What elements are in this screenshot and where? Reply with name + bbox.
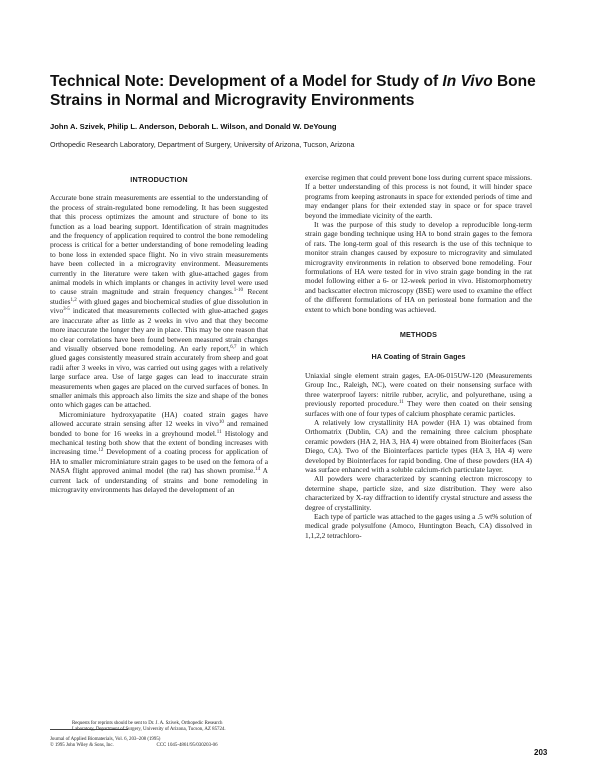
methods-paragraph-3: All powders were characterized by scanning electron microscopy to determine shape, particle size, and size distribution. They were also characterized by X-ray diffraction to identify crystal structure and assess the degree of crystallinity.: [305, 474, 532, 512]
right-column: [305, 173, 532, 540]
introduction-heading: INTRODUCTION: [130, 175, 188, 184]
journal-citation: Journal of Applied Biomaterials, Vol. 6, 203–208 (1995) © 1995 John Wiley & Sons, Inc. CCC 1045-4861/95/030203-06: [50, 737, 218, 749]
title-italic: In Vivo: [442, 73, 493, 90]
title-part2: Bone Strains in Normal and Microgravity Environments: [50, 73, 536, 109]
intro-paragraph-4: It was the purpose of this study to develop a reproducible long-term strain gage bonding technique using HA to bond strain gages to the femora of rats. The long-term goal of this research is the use of this technique to monitor strain changes caused by exposure to microgravity and simulated microgravity environments in relation to observed bone remodeling. Four formulations of HA were tested for in vivo strain gage bonding in the rat model following either a 6- or 12-week period in vivo. Histomorphometry and backscatter electron microscopy (BSE) were used to examine the effect of the different formulations of HA on periosteal bone formation and the extent to which bone bonding was achieved.: [305, 220, 532, 314]
left-column: [50, 173, 268, 494]
author-list: John A. Szivek, Philip L. Anderson, Deborah L. Wilson, and Donald W. DeYoung: [50, 122, 337, 131]
intro-paragraph-1: Accurate bone strain measurements are essential to the understanding of the process of strain-regulated bone remodeling. It has been suggested that this process optimizes the amount and structure of bone to its function as a load bearing support. Identification of strain magnitudes and the frequency of application required to control the bone remodeling process is critical for a better understanding of bone remodeling leading to bone loss in extended space flight. No in vivo strain measurements have been collected in a microgravity environment. Measurements currently in the literature were taken with glue-attached gages from animal models in which implants or changes in activity level were used to cause strain magnitude and strain frequency changes.$^{1-10}$ Recent studies$^{1,2}$ with glued gages and biochemical studies of glue dissolution in vivo$^{3-5}$ indicated that measurements collected with glue-attached gages are inaccurate after as little as 2 weeks in vivo and that they become more inaccurate the longer they are in place. This may be one reason that no clear correlations have been found between measured strain changes and visually observed bone remodeling. An early report,$^{6,7}$ in which glued gages consistently measured strain accurately from sheep and goat radii after 3 weeks in vivo, was carried out using gages with a relatively large surface area. Use of large gages can lead to inaccurate strain measurements when gages are placed on the curved surfaces of bones. In smaller animals this approach also limits the size and shape of the bones onto which gages can be attached.: [50, 193, 269, 410]
title-part1: Technical Note: Development of a Model for Study of: [50, 73, 443, 90]
methods-paragraph-4: Each type of particle was attached to the gages using a .5 wt% solution of medical grade polysulfone (Amoco, Huntington Beach, CA) dissolved in 1,1,2,2 tetrachloro-: [305, 512, 532, 540]
methods-heading: METHODS: [399, 330, 438, 340]
page-number: 203: [534, 748, 548, 757]
paper-title: [50, 72, 570, 110]
methods-paragraph-2: A relatively low crystallinity HA powder (HA 1) was obtained from Orthomatrix (Dublin, CA) and the remaining three calcium phosphate ceramic powders (HA 2, HA 3, HA 4) were obtained from Bioiterfaces (San Diego, CA). Two of the Biointerfaces particle types (HA 3, HA 4) were developed by Biointerfaces for rapid bonding. One of these powders (HA 4) was surface enhanced with a soluble calcium-rich particulate layer.: [305, 417, 532, 474]
intro-paragraph-2: Microminiature hydroxyapatite (HA) coated strain gages have allowed accurate strain sensing after 12 weeks in vivo$^{10}$ and remained bonded to bone for 16 weeks in a greyhound model.$^{11}$ Histology and mechanical testing both show that the extent of bonding increases with increasing time.$^{12}$ Development of a coating process for application of HA to smaller microminiature strain gages to be used on the femora of a NASA flight approved animal model (the rat) has shown promise.$^{14}$ A current lack of understanding of strains and bone remodeling in microgravity environments has delayed the development of an: [50, 409, 269, 494]
affiliation: Orthopedic Research Laboratory, Department of Surgery, University of Arizona, Tucson, Arizona: [50, 140, 355, 149]
methods-paragraph-1: Uniaxial single element strain gages, EA-06-015UW-120 (Measurements Group Inc., Raleigh, NC), were coated on their nonsensing surface with three waterproof layers: nitrile rubber, acrylic, and polyurethane, using a previously reported procedure.$^{11}$ They were then coated on their sensing surfaces with one of four types of calcium phosphate ceramic particles.: [305, 370, 532, 418]
footnote-rule: [50, 729, 128, 730]
correspondence-footnote: Requests for reprints should be sent to Dr. J. A. Szivek, Orthopedic Research Laboratory, Department of Surgery, University of Arizona, Tucson, AZ 85724.: [72, 721, 226, 733]
intro-paragraph-3: exercise regimen that could prevent bone loss during current space missions. If a better understanding of this process is not found, it will hinder space programs from keeping astronauts in space for extended periods of time and may endanger plans for their extended stay in space or for space travel beyond the immediate vicinity of the earth.: [305, 173, 532, 220]
methods-subheading: HA Coating of Strain Gages: [371, 351, 466, 361]
